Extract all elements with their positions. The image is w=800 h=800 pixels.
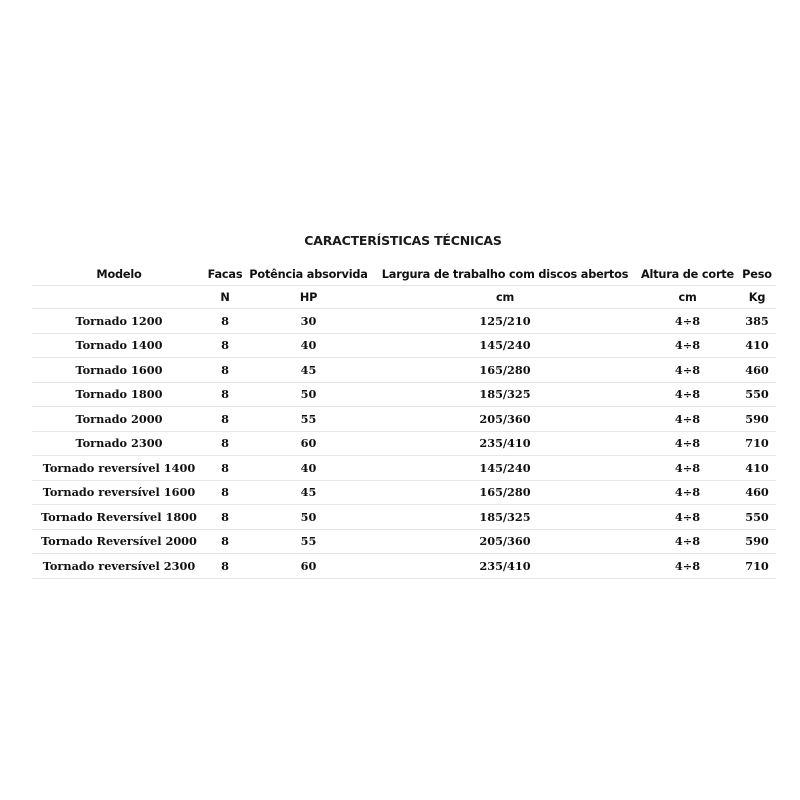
- cell-potencia: 50: [244, 505, 373, 530]
- header-facas: Facas: [207, 268, 243, 281]
- unit-facas: N: [206, 286, 244, 309]
- table-row: [32, 529, 776, 554]
- cell-altura: 4÷8: [637, 554, 738, 579]
- cell-facas: 8: [206, 554, 244, 579]
- cell-modelo: Tornado 2300: [32, 431, 206, 456]
- cell-modelo: Tornado Reversível 1800: [32, 505, 206, 530]
- cell-potencia: 40: [244, 333, 373, 358]
- cell-altura: 4÷8: [637, 309, 738, 334]
- cell-largura: 205/360: [373, 529, 637, 554]
- cell-peso: 550: [738, 505, 776, 530]
- header-modelo: Modelo: [96, 268, 142, 281]
- cell-largura: 165/280: [373, 358, 637, 383]
- cell-potencia: 50: [244, 382, 373, 407]
- cell-potencia: 45: [244, 480, 373, 505]
- cell-largura: 165/280: [373, 480, 637, 505]
- table-row: [32, 505, 776, 530]
- cell-facas: 8: [206, 505, 244, 530]
- cell-facas: 8: [206, 480, 244, 505]
- cell-altura: 4÷8: [637, 505, 738, 530]
- cell-largura: 145/240: [373, 333, 637, 358]
- cell-peso: 710: [738, 554, 776, 579]
- table-row: [32, 456, 776, 481]
- cell-modelo: Tornado 1200: [32, 309, 206, 334]
- cell-altura: 4÷8: [637, 529, 738, 554]
- table-row: [32, 333, 776, 358]
- cell-facas: 8: [206, 309, 244, 334]
- cell-peso: 590: [738, 407, 776, 432]
- table-row: [32, 554, 776, 579]
- header-potencia: Potência absorvida: [249, 268, 368, 281]
- unit-peso: Kg: [738, 286, 776, 309]
- cell-modelo: Tornado 1600: [32, 358, 206, 383]
- cell-modelo: Tornado Reversível 2000: [32, 529, 206, 554]
- cell-potencia: 60: [244, 554, 373, 579]
- units-row: [32, 286, 776, 309]
- table-row: [32, 309, 776, 334]
- header-altura: Altura de corte: [641, 268, 734, 281]
- cell-facas: 8: [206, 333, 244, 358]
- cell-largura: 235/410: [373, 554, 637, 579]
- header-row: [32, 264, 776, 286]
- unit-modelo: [32, 286, 206, 309]
- cell-altura: 4÷8: [637, 333, 738, 358]
- cell-peso: 710: [738, 431, 776, 456]
- cell-largura: 145/240: [373, 456, 637, 481]
- header-largura: Largura de trabalho com discos abertos: [381, 268, 629, 281]
- cell-altura: 4÷8: [637, 358, 738, 383]
- cell-peso: 550: [738, 382, 776, 407]
- cell-facas: 8: [206, 407, 244, 432]
- cell-facas: 8: [206, 382, 244, 407]
- header-peso: Peso: [742, 268, 772, 281]
- cell-modelo: Tornado 2000: [32, 407, 206, 432]
- cell-modelo: Tornado 1400: [32, 333, 206, 358]
- cell-facas: 8: [206, 529, 244, 554]
- cell-altura: 4÷8: [637, 382, 738, 407]
- unit-largura: cm: [373, 286, 637, 309]
- cell-potencia: 55: [244, 407, 373, 432]
- cell-largura: 205/360: [373, 407, 637, 432]
- cell-peso: 410: [738, 333, 776, 358]
- unit-potencia: HP: [244, 286, 373, 309]
- cell-largura: 125/210: [373, 309, 637, 334]
- cell-largura: 185/325: [373, 505, 637, 530]
- table-body: [32, 309, 776, 579]
- cell-peso: 385: [738, 309, 776, 334]
- cell-potencia: 40: [244, 456, 373, 481]
- cell-facas: 8: [206, 456, 244, 481]
- cell-potencia: 45: [244, 358, 373, 383]
- cell-altura: 4÷8: [637, 407, 738, 432]
- cell-altura: 4÷8: [637, 456, 738, 481]
- page-title: CARACTERÍSTICAS TÉCNICAS: [304, 233, 502, 248]
- cell-modelo: Tornado reversível 1400: [32, 456, 206, 481]
- cell-peso: 410: [738, 456, 776, 481]
- table-row: [32, 382, 776, 407]
- table-row: [32, 407, 776, 432]
- cell-peso: 590: [738, 529, 776, 554]
- cell-potencia: 30: [244, 309, 373, 334]
- cell-altura: 4÷8: [637, 480, 738, 505]
- cell-modelo: Tornado 1800: [32, 382, 206, 407]
- unit-altura: cm: [637, 286, 738, 309]
- cell-largura: 185/325: [373, 382, 637, 407]
- cell-altura: 4÷8: [637, 431, 738, 456]
- cell-peso: 460: [738, 480, 776, 505]
- table-row: [32, 431, 776, 456]
- cell-modelo: Tornado reversível 2300: [32, 554, 206, 579]
- specs-table: [32, 264, 776, 579]
- cell-peso: 460: [738, 358, 776, 383]
- cell-facas: 8: [206, 358, 244, 383]
- cell-largura: 235/410: [373, 431, 637, 456]
- cell-potencia: 55: [244, 529, 373, 554]
- cell-facas: 8: [206, 431, 244, 456]
- cell-modelo: Tornado reversível 1600: [32, 480, 206, 505]
- table-row: [32, 480, 776, 505]
- cell-potencia: 60: [244, 431, 373, 456]
- table-row: [32, 358, 776, 383]
